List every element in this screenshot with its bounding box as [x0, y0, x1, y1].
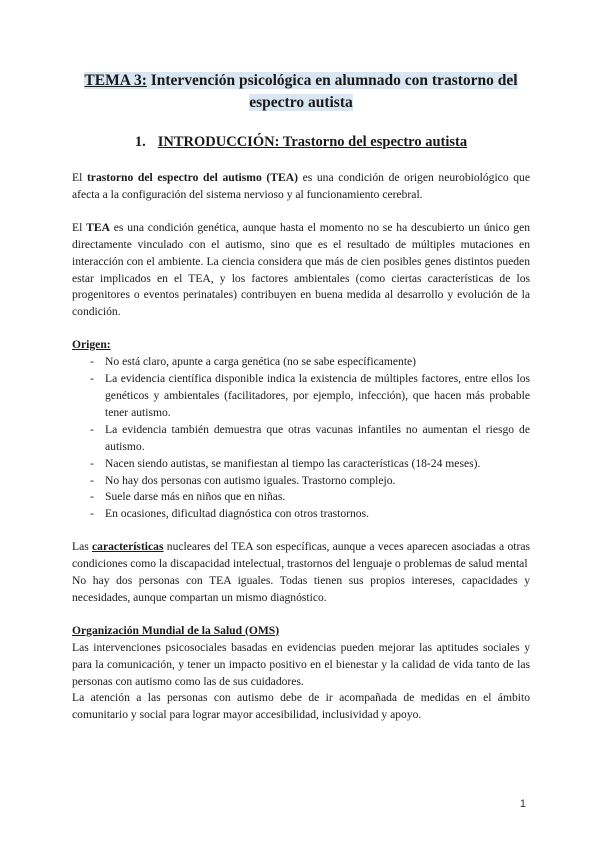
document-title — [72, 70, 530, 114]
list-item: - Nacen siendo autistas, se manifiestan al tiempo las características (18-24 meses). — [72, 456, 530, 473]
list-item: - No hay dos personas con autismo iguales. Trastorno complejo. — [72, 473, 530, 490]
paragraph-tea-definition: El trastorno del espectro del autismo (TEA) es una condición de origen neurobiológico que afecta a la configuración del sistema nervioso y al funcionamiento cerebral. — [72, 171, 530, 201]
paragraph-caracteristicas: Las características nucleares del TEA son específicas, aunque a veces aparecen asociadas a otras condiciones como la discapacidad intelectual, trastornos del lenguaje o problemas de salud mental — [72, 540, 531, 571]
document-page — [72, 70, 530, 724]
term-caracteristicas: características — [92, 540, 164, 554]
oms-heading: Organización Mundial de la Salud (OMS) — [72, 623, 280, 637]
term-tea: TEA — [86, 220, 110, 234]
section-number: 1. — [134, 134, 146, 150]
paragraph-oms-interventions: Las intervenciones psicosociales basadas en evidencias pueden mejorar las aptitudes sociales y para la comunicación, y tener un impacto positivo en el bienestar y la calidad de vida tanto de las personas con autismo como las de sus cuidadores. — [72, 640, 530, 688]
term-tea-full: trastorno del espectro del autismo (TEA) — [86, 171, 298, 184]
paragraph-tea-genetics: El TEA es una condición genética, aunque hasta el momento no se ha descubierto un único gen directamente vinculado con el autismo, sino que es el resultado de múltiples mutaciones en interacción con el ambiente. La ciencia considera que más de cien posibles genes distintos pueden estar implicados en el TEA, y los factores ambientales (como ciertas características de los progenitores o eventos perinatales) contribuyen en buena medida al desarrollo y evolución de la condición. — [72, 220, 531, 319]
section-label: INTRODUCCIÓN: Trastorno del espectro autista — [157, 134, 468, 150]
paragraph-no-two-alike: No hay dos personas con TEA iguales. Todas tienen sus propios intereses, capacidades y necesidades, aunque compartan un mismo diagnóstico. — [72, 574, 530, 604]
list-item: - En ocasiones, dificultad diagnóstica con otros trastornos. — [72, 506, 530, 523]
page-number: 1 — [519, 798, 526, 810]
title-prefix: TEMA 3: — [84, 72, 147, 89]
list-item: - La evidencia también demuestra que otras vacunas infantiles no aumentan el riesgo de autismo. — [72, 422, 530, 456]
list-item: - No está claro, apunte a carga genética (no se sabe específicamente) — [72, 354, 530, 371]
section-heading — [72, 132, 530, 152]
origen-list — [72, 354, 530, 523]
origen-heading: Origen: — [72, 338, 111, 352]
list-item: - La evidencia científica disponible indica la existencia de múltiples factores, entre ellos los genéticos y ambientales (facilitadores, por ejemplo, infección), que hacen más probable tener autismo. — [72, 371, 530, 422]
paragraph-oms-attention: La atención a las personas con autismo debe de ir acompañada de medidas en el ámbito comunitario y social para lograr mayor accesibilidad, inclusividad y apoyo. — [72, 691, 530, 722]
title-text: Intervención psicológica en alumnado con trastorno del espectro autista — [146, 72, 518, 111]
list-item: - Suele darse más en niños que en niñas. — [72, 489, 530, 506]
